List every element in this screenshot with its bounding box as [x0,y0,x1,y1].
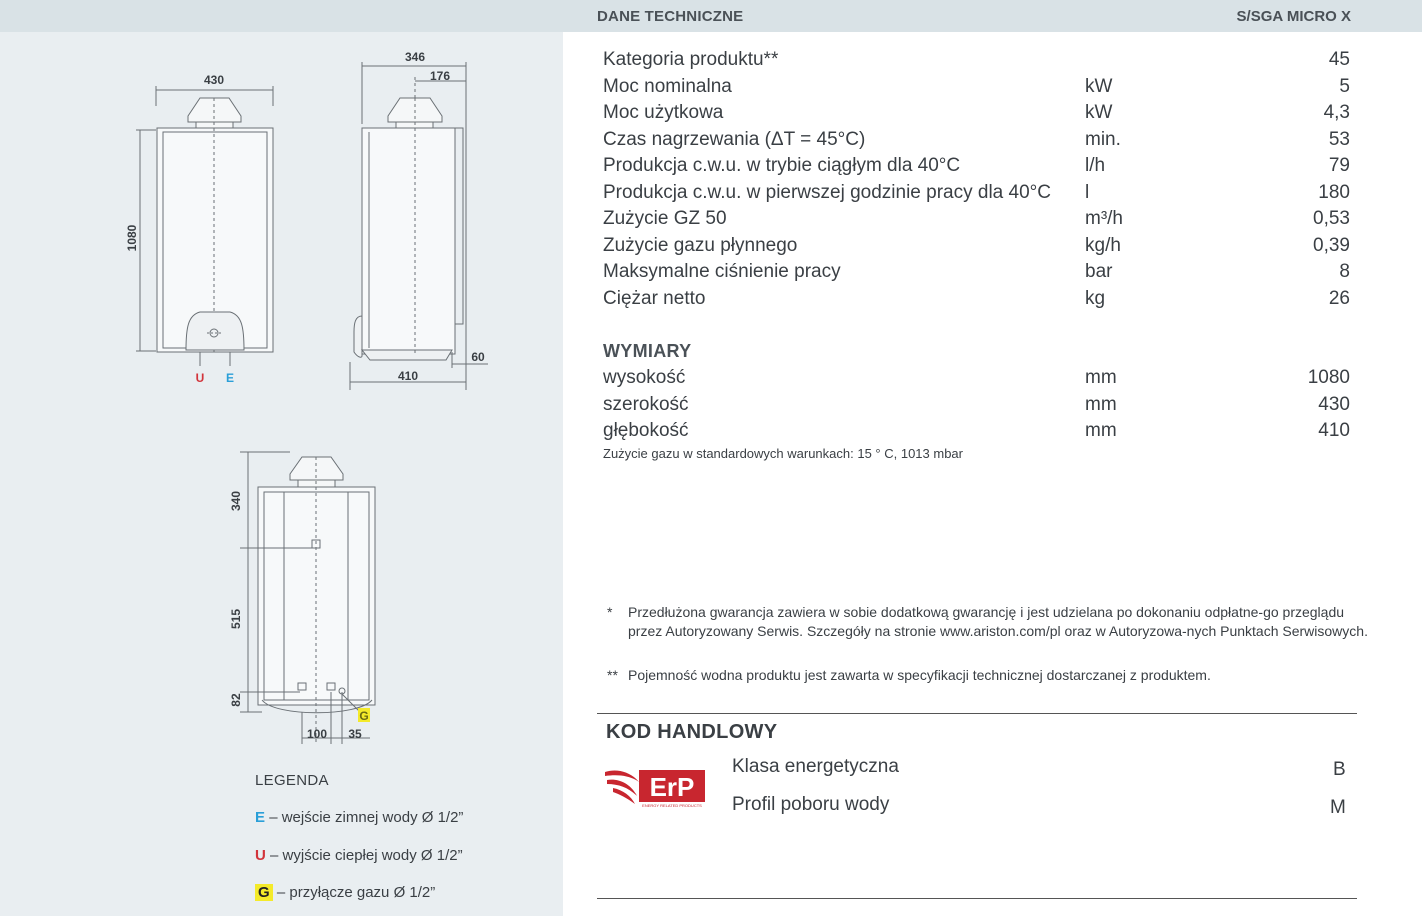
dimension-label: szerokość [603,393,689,415]
erp-logo-subtext: ENERGY RELATED PRODUCTS [642,803,702,808]
spec-row [603,47,1350,74]
spec-value: 26 [1328,287,1350,309]
trade-code-title: KOD HANDLOWY [606,721,778,743]
installation-view-drawing [240,452,375,744]
spec-label: Moc nominalna [603,75,732,97]
dimension-label: wysokość [603,367,686,389]
divider [597,713,1357,714]
dimension-row [603,365,1350,392]
side-depth-bottom-label: 410 [397,369,419,383]
spec-label: Produkcja c.w.u. w pierwszej godzinie pracy dla 40°C [603,181,1051,203]
spec-label: Czas nagrzewania (ΔT = 45°C) [603,128,866,150]
footnote-text: Przedłużona gwarancja zawiera w sobie dodatkową gwarancję i jest udzielana po dokonaniu odpłatne-go przeglądu przez Autoryzowany Serwis. Szczegóły na stronie www.ariston.com/pl oraz w Autoryzowa-nych Punktach Serwisowych. [628,604,1368,639]
spec-unit: bar [1085,261,1113,283]
spec-unit: kW [1085,75,1113,97]
legend-title: LEGENDA [255,772,329,789]
front-width-label: 430 [203,73,225,87]
dimension-unit: mm [1085,367,1117,389]
spec-value: 45 [1328,49,1350,71]
side-depth-offset-label: 176 [429,69,451,83]
gas-consumption-note: Zużycie gazu w standardowych warunkach: 15 ° C, 1013 mbar [603,446,963,461]
legend-letter-g: G [255,884,273,901]
dimension-unit: mm [1085,420,1117,442]
spec-unit [1085,47,1205,74]
spec-label: Ciężar netto [603,287,706,309]
footnote-mark: * [607,604,613,620]
spec-label: Zużycie gazu płynnego [603,234,798,256]
spec-unit: l/h [1085,155,1106,177]
side-offset-label: 60 [471,350,485,364]
spec-label: Kategoria produktu** [603,49,779,71]
spec-unit: kW [1085,102,1113,124]
footnote-text: Pojemność wodna produktu jest zawarta w specyfikacji technicznej dostarczanej z produktem. [628,667,1211,683]
spec-unit: min. [1085,128,1121,150]
legend-text-e: – wejście zimnej wody Ø 1/2” [269,809,464,826]
label-u: U [195,371,205,385]
legend-text-g: – przyłącze gazu Ø 1/2” [276,884,436,901]
dimensions-title: WYMIARY [603,341,692,361]
dimension-value: 430 [1318,393,1350,415]
specs-table [603,47,1350,312]
legend-item-e [255,809,463,826]
water-profile-value: M [1330,797,1346,818]
spec-value: 0,53 [1313,208,1350,230]
spec-row [603,153,1350,180]
front-view-drawing [136,86,273,366]
spec-unit: m³/h [1085,208,1123,230]
spec-unit: l [1085,181,1090,203]
front-height-label: 1080 [125,224,139,252]
spec-value: 4,3 [1323,102,1350,124]
legend-text-u: – wyjście ciepłej wody Ø 1/2” [270,847,463,864]
spec-row [603,233,1350,260]
label-e: E [225,371,235,385]
model-name: S/SGA MICRO X [1236,8,1351,25]
divider-bottom [597,898,1357,899]
spec-row [603,100,1350,127]
water-profile-label: Profil poboru wody [732,794,890,815]
dimension-value: 1080 [1307,367,1350,389]
spec-value: 79 [1328,155,1350,177]
dimensions-table [603,365,1350,445]
dim-100-label: 100 [306,727,328,741]
spec-unit: kg/h [1085,234,1121,256]
dimension-unit: mm [1085,393,1117,415]
label-g: G [359,709,369,723]
erp-logo-text: ErP [649,772,695,802]
spec-row [603,259,1350,286]
side-depth-top-label: 346 [404,50,426,64]
dimension-label: głębokość [603,420,689,442]
spec-label: Zużycie GZ 50 [603,208,727,230]
legend-item-g [255,884,435,901]
energy-class-value: B [1333,759,1346,780]
spec-label: Produkcja c.w.u. w trybie ciągłym dla 40°C [603,155,961,177]
spec-value: 5 [1339,75,1350,97]
spec-value: 180 [1318,181,1350,203]
legend-letter-u: U [255,847,266,864]
dimension-value: 410 [1318,420,1350,442]
spec-value: 8 [1339,261,1350,283]
legend-item-u [255,847,463,864]
spec-label: Maksymalne ciśnienie pracy [603,261,841,283]
spec-label: Moc użytkowa [603,102,724,124]
erp-logo [603,766,707,810]
spec-unit: kg [1085,287,1106,309]
legend-letter-e: E [255,809,266,826]
spec-row [603,206,1350,233]
dim-35-label: 35 [348,727,362,741]
spec-row [603,180,1350,207]
dimension-row [603,392,1350,419]
spec-row [603,74,1350,101]
energy-class-label: Klasa energetyczna [732,756,899,777]
section-title: DANE TECHNICZNE [597,8,744,25]
side-view-drawing [350,62,488,390]
dim-82-label: 82 [229,693,243,707]
header-bar [0,0,1422,32]
spec-value: 0,39 [1313,234,1350,256]
dim-515-label: 515 [229,608,243,630]
footnote-mark: ** [607,667,618,683]
spec-row [603,127,1350,154]
dim-340-label: 340 [229,490,243,512]
spec-value: 53 [1328,128,1350,150]
dimension-row [603,418,1350,445]
spec-row [603,286,1350,313]
